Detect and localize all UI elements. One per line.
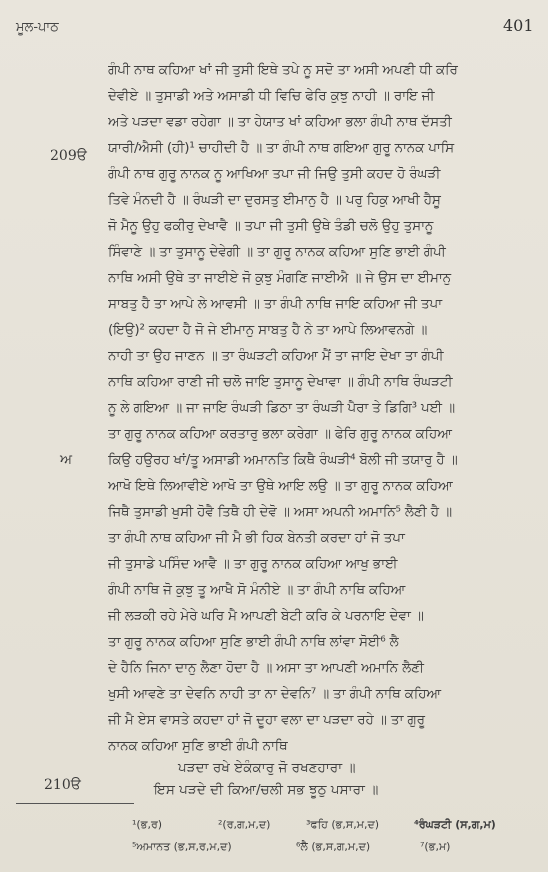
- text-line: (ਇਉ)² ਕਹਦਾ ਹੈ ਜੋ ਜੇ ਈਮਾਨੁ ਸਾਬਤੁ ਹੈ ਨੇ ਤਾ ਆਪੇ ਲਿਆਵਨਗੇ ॥: [108, 322, 428, 338]
- text-line: ਜਿਥੈ ਤੁਸਾਡੀ ਖੁਸੀ ਹੋਵੈ ਤਿਥੈ ਹੀ ਦੇਵੋ ॥ ਅਸਾ ਅਪਨੀ ਅਮਾਨਿ⁵ ਲੈਣੀ ਹੈ ॥: [108, 504, 453, 520]
- footnote-4: ⁴ਰੰਘੜਟੀ (ਸ,ਗ,ਮ): [414, 818, 496, 831]
- footnote-2: ²(ਰ,ਗ,ਮ,ਦ): [218, 818, 271, 831]
- text-line: ਗੰਪੀ ਨਾਥਿ ਜੋ ਕੁਝੁ ਤੂ ਆਖੈ ਸੋ ਮੰਨੀਏ ॥ ਤਾ ਗੰਪੀ ਨਾਥਿ ਕਹਿਆ: [108, 582, 406, 598]
- text-line: ਅਤੇ ਪੜਦਾ ਵਡਾ ਰਹੇਗਾ ॥ ਤਾ ਹੇਯਾਤ ਖਾਂ ਕਹਿਆ ਭਲਾ ਗੰਪੀ ਨਾਥ ਦੱਸਤੀ: [108, 114, 452, 130]
- text-line: ਯਾਰੀ/ਐਸੀ (ਹੀ)¹ ਚਾਹੀਦੀ ਹੈ ॥ ਤਾ ਗੰਪੀ ਨਾਥ ਗਇਆ ਗੁਰੂ ਨਾਨਕ ਪਾਸਿ: [108, 140, 454, 156]
- text-line: ਜੀ ਤੁਸਾਡੇ ਪਸਿੰਦ ਆਵੈ ॥ ਤਾ ਗੁਰੂ ਨਾਨਕ ਕਹਿਆ ਆਖੁ ਭਾਈ: [108, 556, 398, 572]
- text-line: ਗੰਪੀ ਨਾਥ ਕਹਿਆ ਖਾਂ ਜੀ ਤੁਸੀ ਇਥੇ ਤਪੇ ਨੂ ਸਦੋ ਤਾ ਅਸੀ ਅਪਣੀ ਧੀ ਕਰਿ: [108, 62, 458, 78]
- text-line: ਤਾ ਗੁਰੂ ਨਾਨਕ ਕਹਿਆ ਕਰਤਾਰੁ ਭਲਾ ਕਰੇਗਾ ॥ ਫੇਰਿ ਗੁਰੂ ਨਾਨਕ ਕਹਿਆ: [108, 426, 452, 442]
- margin-note-210a: 210ੳ: [44, 777, 81, 793]
- footnote-5: ⁵ਅਮਾਨਤ (ਭ,ਸ,ਰ,ਮ,ਦ): [132, 840, 232, 853]
- text-line: ਨਾਥਿ ਕਹਿਆ ਰਾਣੀ ਜੀ ਚਲੋ ਜਾਇ ਤੁਸਾਨੂ ਦੇਖਾਵਾ ॥ ਗੰਪੀ ਨਾਥਿ ਰੰਘੜਟੀ: [108, 374, 453, 390]
- text-line: ਗੰਪੀ ਨਾਥ ਗੁਰੂ ਨਾਨਕ ਨੂ ਆਖਿਆ ਤਪਾ ਜੀ ਜਿਉ ਤੁਸੀ ਕਹਦ ਹੋ ਰੰਘੜੀ: [108, 166, 441, 182]
- text-line: ਸਿੰਵਾਣੇ ॥ ਤਾ ਤੁਸਾਨੂ ਦੇਵੇਗੀ ॥ ਤਾ ਗੁਰੂ ਨਾਨਕ ਕਹਿਆ ਸੁਣਿ ਭਾਈ ਗੰਪੀ: [108, 244, 446, 260]
- margin-note-b: ਅ: [60, 452, 73, 468]
- text-line: ਕਿਉ ਹਉਰਹ ਖਾਂ/ਤੂ ਅਸਾਡੀ ਅਮਾਨਤਿ ਕਿਥੈ ਰੰਘੜੀ⁴ ਬੋਲੀ ਜੀ ਤਯਾਰੁ ਹੈ ॥: [108, 452, 458, 468]
- running-head: ਮੂਲ-ਪਾਠ: [16, 20, 59, 35]
- footnote-rule: [16, 803, 134, 804]
- text-line: ਨਾਥਿ ਅਸੀ ਉਥੇ ਤਾ ਜਾਈਏ ਜੋ ਕੁਝੁ ਮੰਗਣਿ ਜਾਈਐ ॥ ਜੇ ਉਸ ਦਾ ਈਮਾਨੁ: [108, 270, 451, 286]
- footnote-6: ⁶ਲੈ (ਭ,ਸ,ਗ,ਮ,ਦ): [296, 840, 371, 853]
- text-line: ਆਖੋ ਇਥੇ ਲਿਆਵੀਏ ਆਖੋ ਤਾ ਉਥੇ ਆਇ ਲਉ ॥ ਤਾ ਗੁਰੂ ਨਾਨਕ ਕਹਿਆ: [108, 478, 453, 494]
- text-line: ਜੀ ਲੜਕੀ ਰਹੇ ਮੇਰੇ ਘਰਿ ਮੈ ਆਪਣੀ ਬੇਟੀ ਕਰਿ ਕੇ ਪਰਨਾਇ ਦੇਵਾ ॥: [108, 608, 424, 624]
- text-line: ਜੋ ਮੈਨੂ ਉਹੁ ਫਕੀਰੁ ਦੇਖਾਵੈ ॥ ਤਪਾ ਜੀ ਤੁਸੀ ਉਥੇ ਤੰਡੀ ਚਲੋ ਉਹੁ ਤੁਸਾਨੂ: [108, 218, 434, 234]
- margin-note-209a: 209ੳ: [50, 148, 87, 164]
- text-line: ਦੇ ਹੈਨਿ ਜਿਨਾ ਦਾਨੁ ਲੈਣਾ ਹੋਦਾ ਹੈ ॥ ਅਸਾ ਤਾ ਆਪਣੀ ਅਮਾਨਿ ਲੈਣੀ: [108, 660, 424, 676]
- text-line: ਤਿਵੇ ਮੰਨਦੀ ਹੈ ॥ ਰੰਘੜੀ ਦਾ ਦੁਰਸਤੁ ਈਮਾਨੁ ਹੈ ॥ ਪਰੁ ਹਿਕੁ ਆਖੀ ਹੈਸੂ: [108, 192, 441, 208]
- page-number: 401: [503, 16, 534, 35]
- footnote-1: ¹(ਭ,ਰ): [132, 818, 163, 831]
- text-line: ਨੂ ਲੇ ਗਇਆ ॥ ਜਾ ਜਾਇ ਰੰਘੜੀ ਡਿਠਾ ਤਾ ਰੰਘੜੀ ਪੈਰਾ ਤੇ ਡਿਗਿ³ ਪਈ ॥: [108, 400, 456, 416]
- text-line: ਸਾਬਤੁ ਹੈ ਤਾ ਆਪੇ ਲੇ ਆਵਸੀ ॥ ਤਾ ਗੰਪੀ ਨਾਥਿ ਜਾਇ ਕਹਿਆ ਜੀ ਤਪਾ: [108, 296, 442, 312]
- verse-line-2: ਇਸ ਪੜਦੇ ਦੀ ਕਿਆ/ਚਲੀ ਸਭ ਝੂਠੁ ਪਸਾਰਾ ॥: [154, 782, 379, 798]
- text-line: ਜੀ ਮੈ ਏਸ ਵਾਸਤੇ ਕਹਦਾ ਹਾਂ ਜੋ ਦੂਹਾ ਵਲਾ ਦਾ ਪੜਦਾ ਰਹੇ ॥ ਤਾ ਗੁਰੂ: [108, 712, 425, 728]
- text-line: ਖੁਸੀ ਆਵਣੇ ਤਾ ਦੇਵਨਿ ਨਾਹੀ ਤਾ ਨਾ ਦੇਵਨਿ⁷ ॥ ਤਾ ਗੰਪੀ ਨਾਥਿ ਕਹਿਆ: [108, 686, 441, 702]
- text-line: ਤਾ ਗੰਪੀ ਨਾਥ ਕਹਿਆ ਜੀ ਮੈ ਭੀ ਹਿਕ ਬੇਨਤੀ ਕਰਦਾ ਹਾਂ ਜੋ ਤਪਾ: [108, 530, 405, 546]
- text-line: ਨਾਹੀ ਤਾ ਉਹ ਜਾਣਨ ॥ ਤਾ ਰੰਘੜਟੀ ਕਹਿਆ ਮੈਂ ਤਾ ਜਾਇ ਦੇਖਾ ਤਾ ਗੰਪੀ: [108, 348, 444, 364]
- footnote-3: ³ਫਹਿ (ਭ,ਸ,ਮ,ਦ): [306, 818, 380, 831]
- text-line: ਨਾਨਕ ਕਹਿਆ ਸੁਣਿ ਭਾਈ ਗੰਪੀ ਨਾਥਿ: [108, 738, 288, 754]
- text-line: ਦੇਵੀਏ ॥ ਤੁਸਾਡੀ ਅਤੇ ਅਸਾਡੀ ਧੀ ਵਿਚਿ ਫੇਰਿ ਕੁਝੁ ਨਾਹੀ ॥ ਰਾਇ ਜੀ: [108, 88, 435, 104]
- footnote-7: ⁷(ਭ,ਮ): [420, 840, 451, 853]
- verse-line-1: ਪੜਦਾ ਰਖੇ ਏਕੰਕਾਰੁ ਜੋ ਰਖਣਹਾਰਾ ॥: [178, 760, 356, 776]
- text-line: ਤਾ ਗੁਰੂ ਨਾਨਕ ਕਹਿਆ ਸੁਣਿ ਭਾਈ ਗੰਪੀ ਨਾਥਿ ਲਾਂਵਾ ਸੋਈ⁶ ਲੈ: [108, 634, 399, 650]
